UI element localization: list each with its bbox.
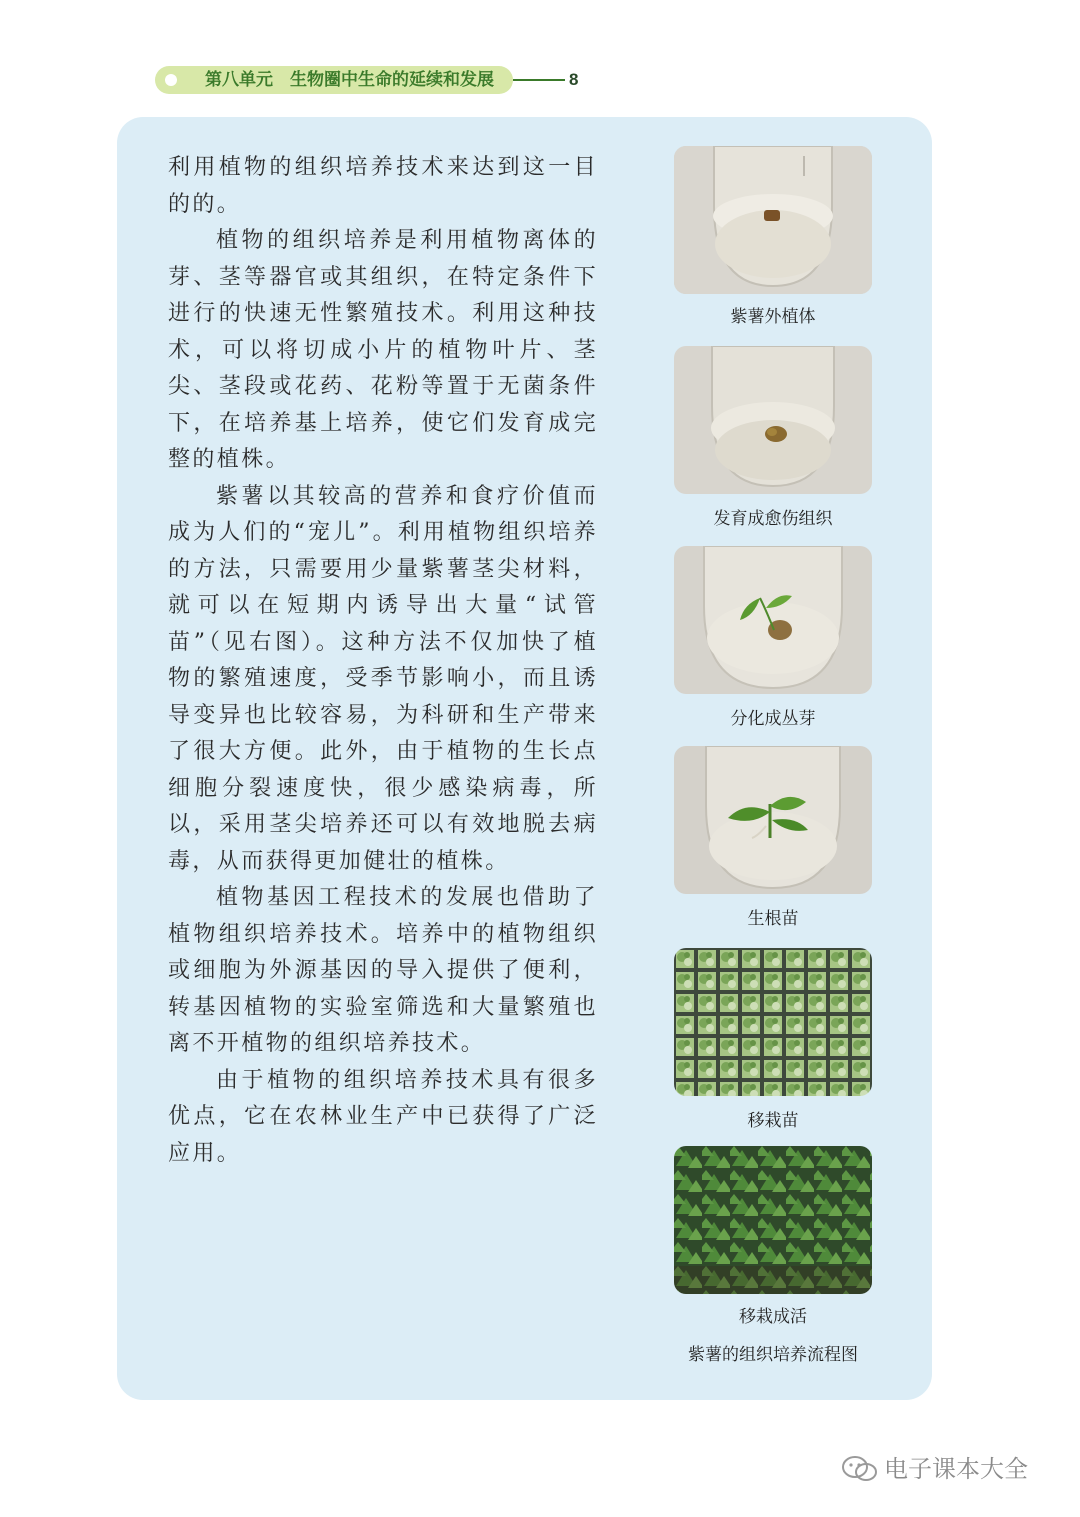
caption-rooted-seedling: 生根苗: [747, 909, 799, 929]
caption-surviving-transplants: 移栽成活: [739, 1307, 807, 1327]
photo-callus: [674, 346, 872, 494]
photo-transplanted-seedlings: [674, 948, 872, 1096]
wechat-icon: [840, 1454, 880, 1484]
photo-surviving-transplants: [674, 1146, 872, 1294]
header-rule: [513, 79, 565, 81]
header-dot: [165, 74, 177, 86]
photo-rooted-seedling: [674, 746, 872, 894]
paragraph-3: 紫薯以其较高的营养和食疗价值而成为人们的“宠儿”。利用植物组织培养的方法，只需要用少量紫薯茎尖材料，就可以在短期内诱导出大量“试管苗”（见右图）。这种方法不仅加快了植物的繁殖速度，受季节影响小，而且诱导变异也比较容易，为科研和生产带来了很大方便。此外，由于植物的生长点细胞分裂速度快，很少感染病毒，所以，采用茎尖培养还可以有效地脱去病毒，从而获得更加健壮的植株。: [168, 483, 598, 874]
photo-explant: [674, 146, 872, 294]
paragraph-5: 由于植物的组织培养技术具有很多优点，它在农林业生产中已获得了广泛应用。: [168, 1067, 598, 1166]
paragraph-2: 植物的组织培养是利用植物离体的芽、茎等器官或其组织，在特定条件下进行的快速无性繁殖技术。利用这种技术，可以将切成小片的植物叶片、茎尖、茎段或花药、花粉等置于无菌条件下，在培养基上培养，使它们发育成完整的植株。: [168, 228, 598, 472]
photo-shoots: [674, 546, 872, 694]
caption-explant: 紫薯外植体: [730, 307, 816, 327]
unit-title: 第八单元 生物圈中生命的延续和发展: [205, 70, 494, 90]
caption-transplanted-seedlings: 移栽苗: [747, 1111, 799, 1131]
paragraph-1: 利用植物的组织培养技术来达到这一目的的。: [168, 155, 598, 217]
caption-callus: 发育成愈伤组织: [713, 509, 833, 529]
caption-shoots: 分化成丛芽: [730, 709, 816, 729]
paragraph-4: 植物基因工程技术的发展也借助了植物组织培养技术。培养中的植物组织或细胞为外源基因的导入提供了便利，转基因植物的实验室筛选和大量繁殖也离不开植物的组织培养技术。: [168, 885, 598, 1056]
watermark-text: 电子课本大全: [884, 1455, 1028, 1483]
watermark: [840, 1452, 1028, 1486]
body-text: [168, 150, 598, 1172]
page-number: 8: [569, 70, 579, 89]
figure-title: 紫薯的组织培养流程图: [688, 1345, 858, 1365]
